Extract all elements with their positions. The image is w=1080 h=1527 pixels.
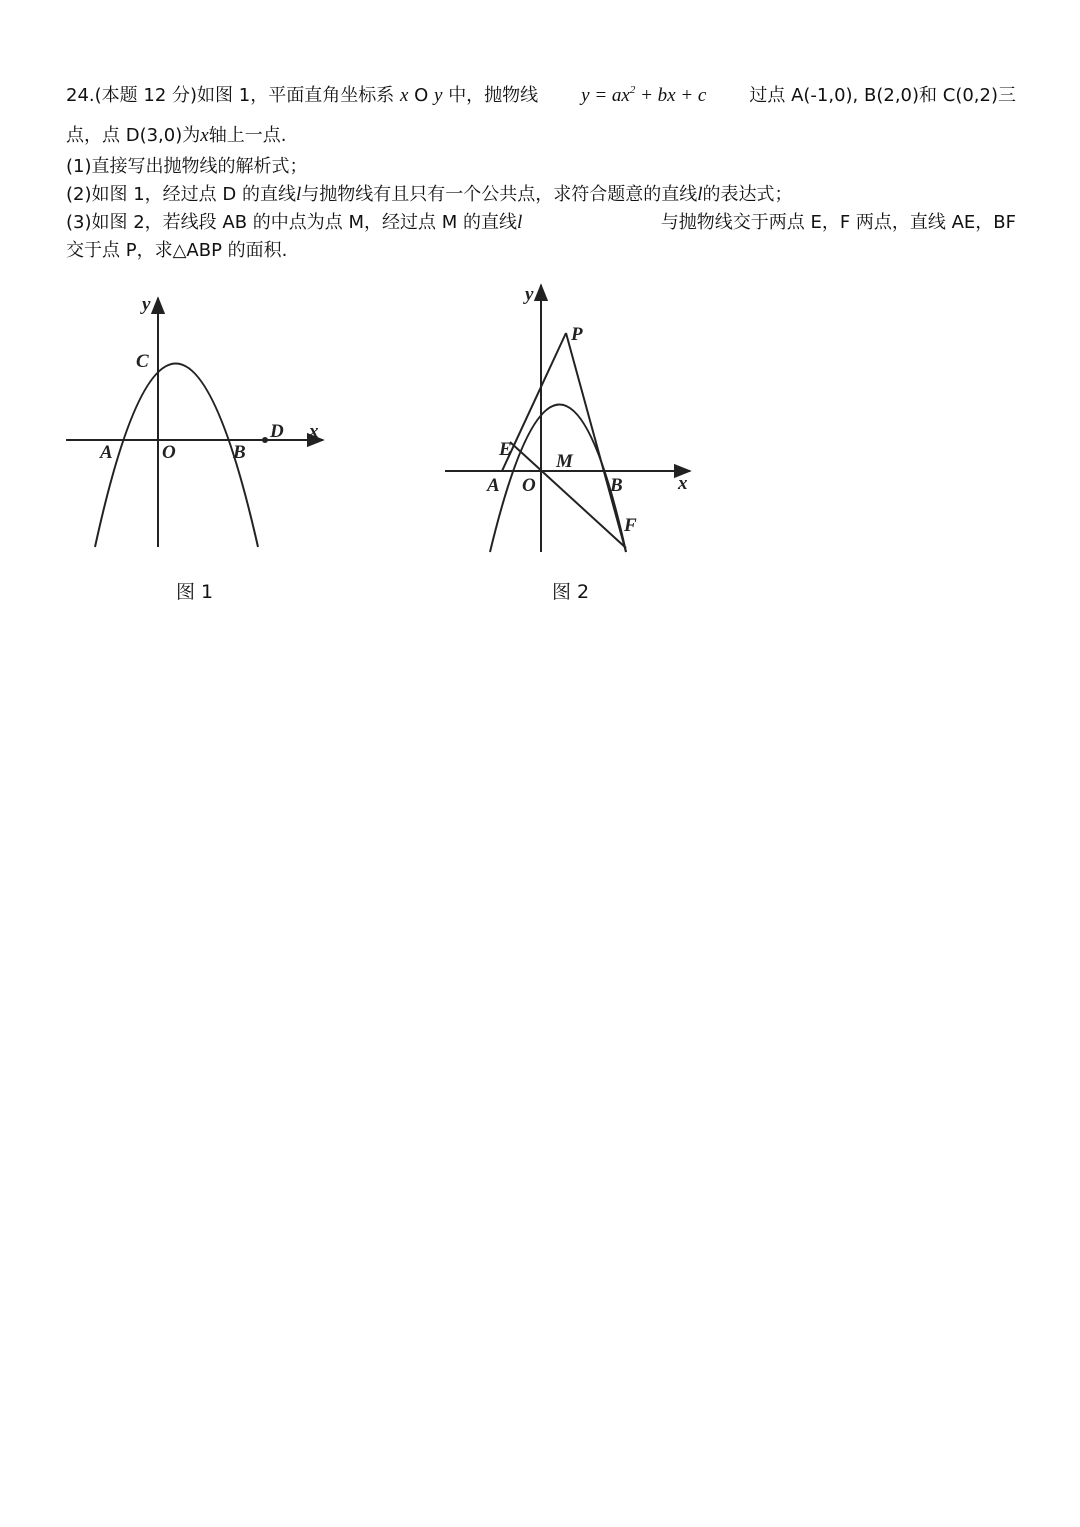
fig2-label-p: P xyxy=(571,324,583,345)
fig1-label-y: y xyxy=(142,294,151,315)
question-3: (3)如图 2，若线段 AB 的中点为点 M，经过点 M 的直线l 与抛物线交于两点 E，F 两点，直线 AE，BF xyxy=(66,212,1016,233)
fig1-label-d: D xyxy=(270,421,284,442)
figure-2 xyxy=(445,285,690,552)
problem-intro: 24.(本题 12 分)如图 1，平面直角坐标系 x O y 中，抛物线 xyxy=(66,85,539,106)
fig2-label-o: O xyxy=(522,475,536,496)
fig2-label-a: A xyxy=(487,475,500,496)
fig1-label-c: C xyxy=(136,351,149,372)
fig2-label-x: x xyxy=(678,473,688,494)
problem-line-2: 点，点 D(3,0)为x轴上一点. xyxy=(66,125,287,146)
fig2-label-f: F xyxy=(624,515,637,536)
question-3-continued: 交于点 P，求△ABP 的面积. xyxy=(66,240,288,261)
parabola-equation: $y = ax^2$ + bx + c xyxy=(581,84,707,106)
question-1: (1)直接写出抛物线的解析式； xyxy=(66,156,308,177)
fig2-label-e: E xyxy=(499,439,512,460)
figure-1-caption: 图 1 xyxy=(176,581,214,603)
figure-1 xyxy=(66,298,323,547)
fig1-label-o: O xyxy=(162,442,176,463)
fig1-label-a: A xyxy=(100,442,113,463)
fig2-label-m: M xyxy=(556,451,573,472)
figure-1-labels xyxy=(99,294,319,463)
fig1-point-d xyxy=(262,437,268,443)
fig2-line-pf xyxy=(566,333,626,552)
fig1-label-b: B xyxy=(233,442,246,463)
fig2-label-b: B xyxy=(610,475,623,496)
fig1-label-x: x xyxy=(309,421,319,442)
figure-2-caption: 图 2 xyxy=(552,581,590,603)
problem-points: 过点 A(-1,0), B(2,0)和 C(0,2)三 xyxy=(749,85,1016,106)
fig2-label-y: y xyxy=(525,284,534,305)
question-2: (2)如图 1，经过点 D 的直线l与抛物线有且只有一个公共点，求符合题意的直线l的表达式； xyxy=(66,184,793,205)
